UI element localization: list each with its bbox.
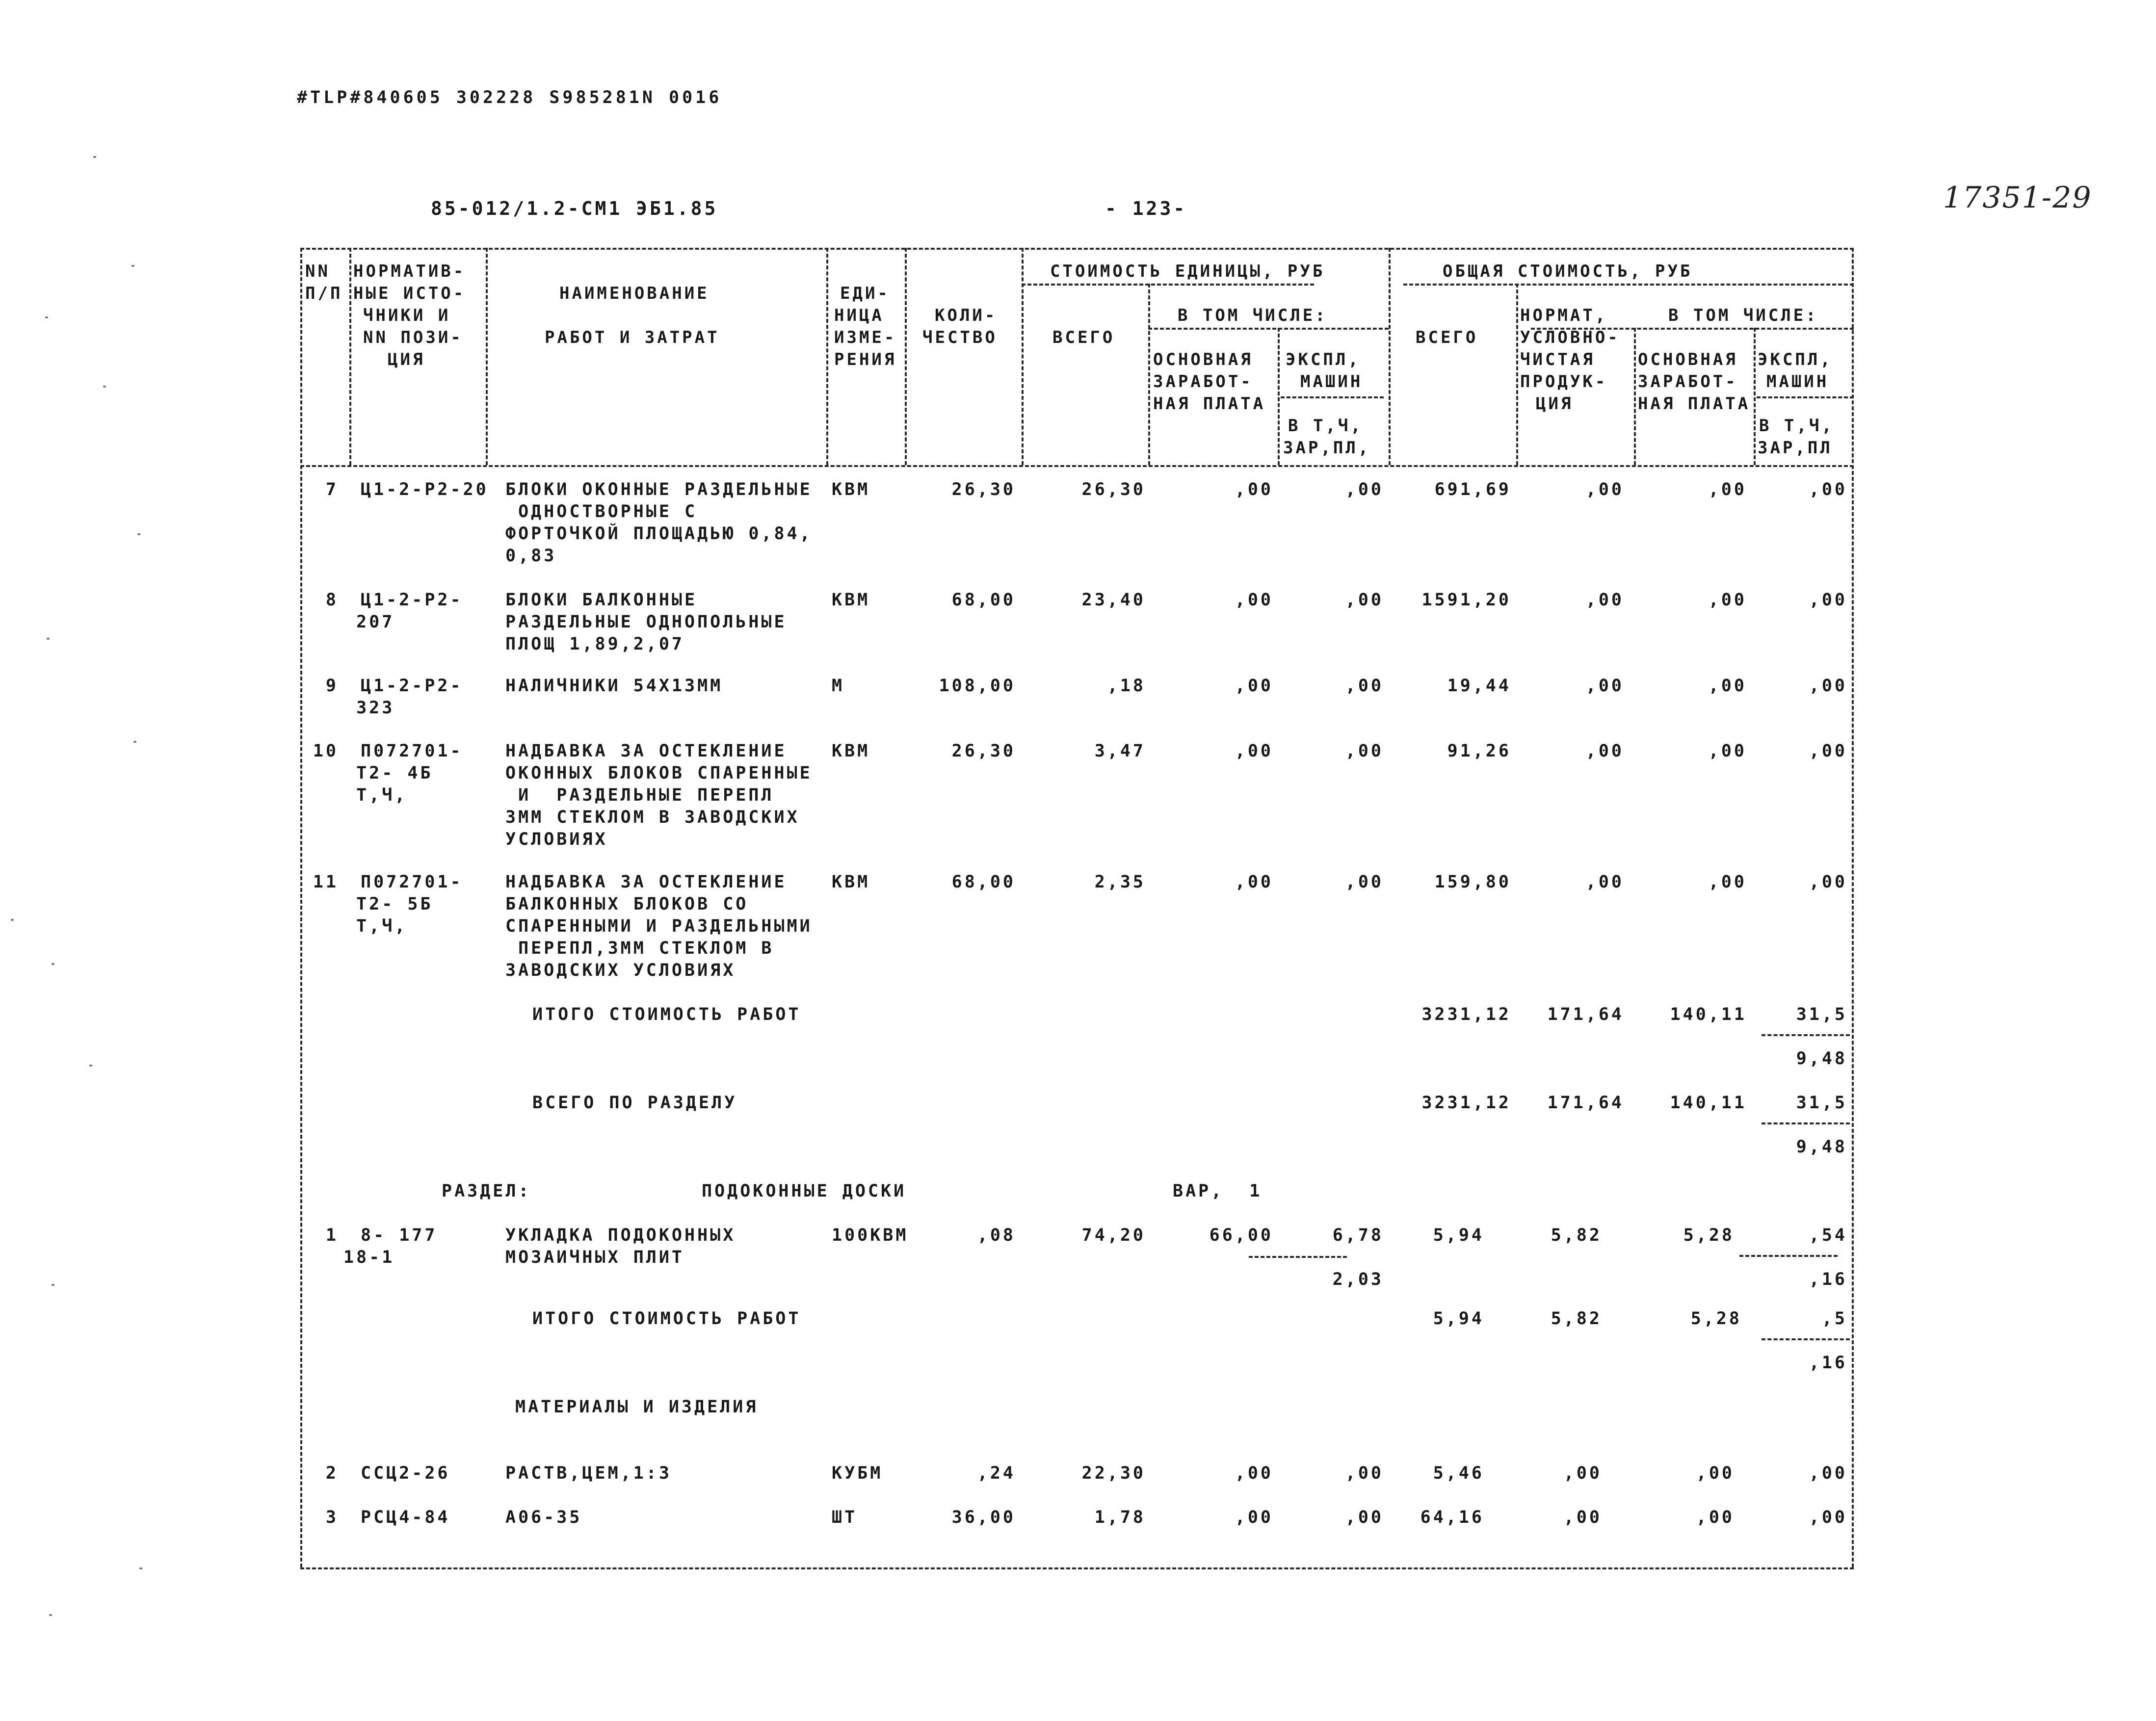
scan-speck bbox=[131, 265, 134, 267]
scan-speck bbox=[89, 1065, 92, 1067]
col-sep bbox=[1754, 328, 1756, 465]
col-sep bbox=[1516, 284, 1518, 465]
ekspl-divider bbox=[1281, 396, 1384, 398]
header-unit-vsego: ВСЕГО bbox=[1052, 328, 1115, 347]
header-total-v-tom-chisle: В ТОМ ЧИСЛЕ: bbox=[1668, 306, 1818, 325]
scan-speck bbox=[139, 1567, 142, 1569]
header-total-vsego: ВСЕГО bbox=[1416, 328, 1478, 347]
col-sep bbox=[1278, 328, 1280, 465]
table-left-border bbox=[300, 248, 302, 1567]
handwritten-sheet-number: 17351-29 bbox=[1943, 181, 2092, 215]
scan-speck bbox=[52, 1284, 54, 1286]
total-cost-header-divider bbox=[1403, 284, 1854, 286]
header-total-cost: ОБЩАЯ СТОИМОСТЬ, РУБ bbox=[1443, 261, 1693, 281]
scan-speck bbox=[93, 156, 96, 158]
table-right-border bbox=[1852, 248, 1854, 1567]
scan-speck bbox=[103, 386, 106, 388]
header-unit-cost: СТОИМОСТЬ ЕДИНИЦЫ, РУБ bbox=[1050, 261, 1325, 281]
col-sep bbox=[1022, 248, 1024, 465]
v-tom-chisle-divider bbox=[1148, 328, 1389, 330]
document-code: #TLP#840605 302228 S985281N 0016 bbox=[297, 88, 722, 107]
unit-cost-header-divider bbox=[1022, 284, 1314, 286]
page-number: - 123- bbox=[1105, 198, 1187, 219]
col-sep bbox=[826, 248, 828, 465]
scan-speck bbox=[137, 533, 140, 535]
table-bottom-border bbox=[300, 1567, 1854, 1569]
header-unit-v-tom-chisle: В ТОМ ЧИСЛЕ: bbox=[1178, 306, 1328, 325]
col-sep bbox=[1634, 328, 1636, 465]
col-sep bbox=[349, 248, 351, 465]
col-sep bbox=[486, 248, 488, 465]
header-bottom-border bbox=[300, 465, 1854, 467]
scan-speck bbox=[47, 638, 50, 640]
scan-speck bbox=[52, 963, 54, 965]
col-sep bbox=[905, 248, 907, 465]
col-sep bbox=[1389, 248, 1391, 465]
document-reference: 85-012/1.2-СМ1 ЭБ1.85 bbox=[431, 198, 718, 219]
scan-speck bbox=[49, 1614, 52, 1616]
ekspl2-divider bbox=[1757, 396, 1854, 398]
scan-speck bbox=[11, 919, 14, 921]
materials-section-label: МАТЕРИАЛЫ И ИЗДЕЛИЯ bbox=[515, 1397, 759, 1417]
scan-speck bbox=[133, 741, 136, 743]
table-top-border bbox=[300, 248, 1854, 250]
col-sep bbox=[1148, 284, 1150, 465]
scan-speck bbox=[45, 316, 48, 318]
